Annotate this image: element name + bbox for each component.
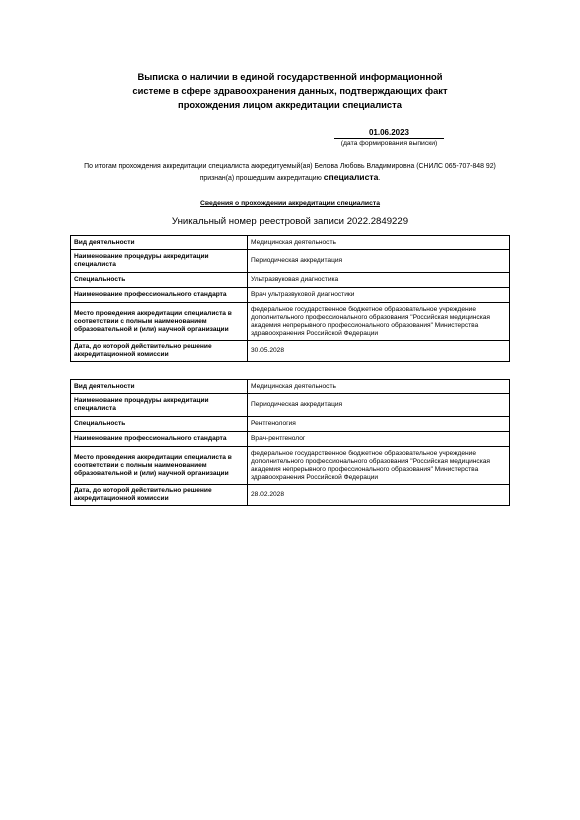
accreditation-record-table (70, 379, 510, 506)
row-label: Специальность (71, 417, 248, 432)
row-value: Врач-рентгенолог (248, 432, 510, 447)
document-title (60, 70, 520, 113)
row-value: Рентгенология (248, 417, 510, 432)
row-label: Наименование процедуры аккредитации специалиста (71, 250, 248, 273)
formation-date-caption: (дата формирования выписки) (340, 140, 438, 147)
row-value: федеральное государственное бюджетное образовательное учреждение дополнительного профессионального образования "Российская медицинская академия непрерывного профессионального образования" Министерства здравоохранения Российской Федерации (248, 303, 510, 341)
row-label: Дата, до которой действительно решение аккредитационной комиссии (71, 341, 248, 362)
row-label: Вид деятельности (71, 380, 248, 394)
row-value: 28.02.2028 (248, 485, 510, 506)
row-label: Наименование профессионального стандарта (71, 432, 248, 447)
table-row (71, 250, 510, 273)
accreditation-record-table (70, 235, 510, 362)
table-row (71, 380, 510, 394)
title-line: прохождения лицом аккредитации специалиста (178, 99, 402, 111)
result-prefix: признан(а) прошедшим аккредитацию (199, 175, 322, 182)
row-label: Наименование профессионального стандарта (71, 288, 248, 303)
row-label: Наименование процедуры аккредитации специалиста (71, 394, 248, 417)
row-value: 30.05.2028 (248, 341, 510, 362)
section-heading: Сведения о прохождении аккредитации специалиста (200, 200, 380, 207)
table-row (71, 236, 510, 250)
table-row (71, 288, 510, 303)
row-label: Место проведения аккредитации специалиста в соответствии с полным наименованием образовательной и (или) научной организации (71, 303, 248, 341)
table-row (71, 341, 510, 362)
accreditation-result (60, 162, 520, 184)
result-line-2 (60, 172, 520, 184)
row-label: Дата, до которой действительно решение аккредитационной комиссии (71, 485, 248, 506)
row-label: Вид деятельности (71, 236, 248, 250)
row-label: Место проведения аккредитации специалиста в соответствии с полным наименованием образовательной и (или) научной организации (71, 447, 248, 485)
table-row (71, 432, 510, 447)
row-value: Периодическая аккредитация (248, 250, 510, 273)
table-row (71, 273, 510, 288)
table-row (71, 447, 510, 485)
result-suffix: . (378, 175, 381, 182)
row-value: федеральное государственное бюджетное образовательное учреждение дополнительного профессионального образования "Российская медицинская академия непрерывного профессионального образования" Министерства здравоохранения Российской Федерации (248, 447, 510, 485)
row-label: Специальность (71, 273, 248, 288)
row-value: Периодическая аккредитация (248, 394, 510, 417)
title-line: системе в сфере здравоохранения данных, подтверждающих факт (132, 85, 448, 97)
row-value: Ультразвуковая диагностика (248, 273, 510, 288)
table-row (71, 394, 510, 417)
result-line-1: По итогам прохождения аккредитации специалиста аккредитуемый(ая) Белова Любовь Владимировна (СНИЛС 065-707-848 92) (84, 163, 496, 170)
registry-number: Уникальный номер реестровой записи 2022.2849229 (171, 216, 409, 227)
row-value: Врач ультразвуковой диагностики (248, 288, 510, 303)
formation-date: 01.06.2023 (334, 128, 444, 139)
table-row (71, 485, 510, 506)
row-value: Медицинская деятельность (248, 236, 510, 250)
table-row (71, 303, 510, 341)
title-line: Выписка о наличии в единой государственной информационной (137, 71, 443, 82)
result-emphasis: специалиста (323, 172, 379, 182)
table-row (71, 417, 510, 432)
row-value: Медицинская деятельность (248, 380, 510, 394)
formation-date-block (334, 128, 444, 148)
